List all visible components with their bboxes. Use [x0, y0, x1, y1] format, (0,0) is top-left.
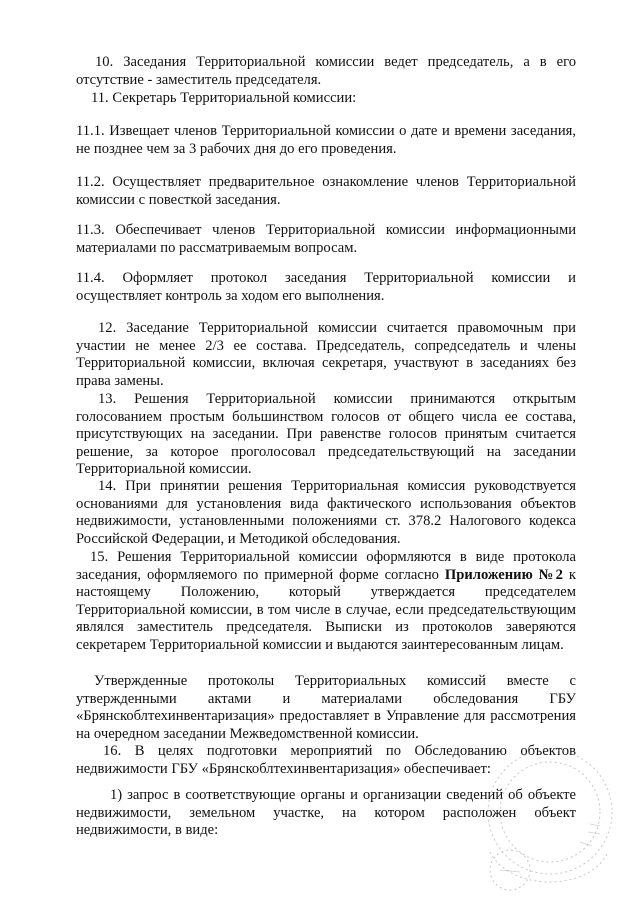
- paragraph-11: 11. Секретарь Территориальной комиссии:: [91, 90, 357, 106]
- paragraph-11-1: 11.1. Извещает членов Территориальной комиссии о дате и времени заседания, не позднее чем за 3 рабочих дня до его проведения.: [76, 123, 576, 157]
- paragraph-14: 14. При принятии решения Территориальная комиссия руководствуется основаниями для установления вида фактического использования объектов недвижимости, установленными положениями ст. 378.2 Налогового кодекса Российской Федерации, и Методикой обследования.: [76, 478, 576, 547]
- paragraph-15: [76, 549, 576, 655]
- paragraph-10: 10. Заседания Территориальной комиссии ведет председатель, а в его отсутствие - заместитель председателя.: [76, 54, 576, 88]
- paragraph-11-4: 11.4. Оформляет протокол заседания Территориальной комиссии и осуществляет контроль за ходом его выполнения.: [76, 270, 576, 304]
- paragraph-16-1: 1) запрос в соответствующие органы и организации сведений об объекте недвижимости, земельном участке, на котором расположен объект недвижимости, в виде:: [76, 787, 576, 839]
- paragraph-12: 12. Заседание Территориальной комиссии считается правомочным при участии не менее 2/3 ее состава. Председатель, сопредседатель и члены Территориальной комиссии, включая секретаря, участвуют в заседаниях без права замены.: [76, 320, 576, 389]
- paragraph-protocols: Утвержденные протоколы Территориальных комиссий вместе с утвержденными актами и материалами обследования ГБУ «Брянскоблтехинвентаризация» предоставляет в Управление для рассмотрения на очередном заседании Межведомственной комиссии.: [76, 673, 576, 742]
- paragraph-11-3: 11.3. Обеспечивает членов Территориальной комиссии информационными материалами по рассматриваемым вопросам.: [76, 222, 576, 256]
- paragraph-16: 16. В целях подготовки мероприятий по Обследованию объектов недвижимости ГБУ «Брянскоблтехинвентаризация» обеспечивает:: [76, 743, 576, 777]
- paragraph-11-2: 11.2. Осуществляет предварительное ознакомление членов Территориальной комиссии с повесткой заседания.: [76, 174, 576, 208]
- appendix-reference: Приложению №2: [444, 566, 563, 583]
- paragraph-15-text-end: к настоящему Положению, который утверждается председателем Территориальной комиссии, в том числе в случае, если председательствующим являлся заместитель председателя. Выписки из протоколов заверяются секретарем Территориальной комиссии и выдаются заинтересованным лицам.: [76, 566, 576, 653]
- faded-seal-stamp: [440, 742, 620, 902]
- paragraph-13: 13. Решения Территориальной комиссии принимаются открытым голосованием простым большинством голосов от общего числа ее состава, присутствующих на заседании. При равенстве голосов принятым считается решение, за которое проголосовал председательствующий на заседании Территориальной комиссии.: [76, 391, 576, 478]
- paragraph-15-text-start: 15. Решения Территориальной комиссии оформляются в виде протокола заседания, оформляемого по примерной форме согласно: [76, 549, 576, 583]
